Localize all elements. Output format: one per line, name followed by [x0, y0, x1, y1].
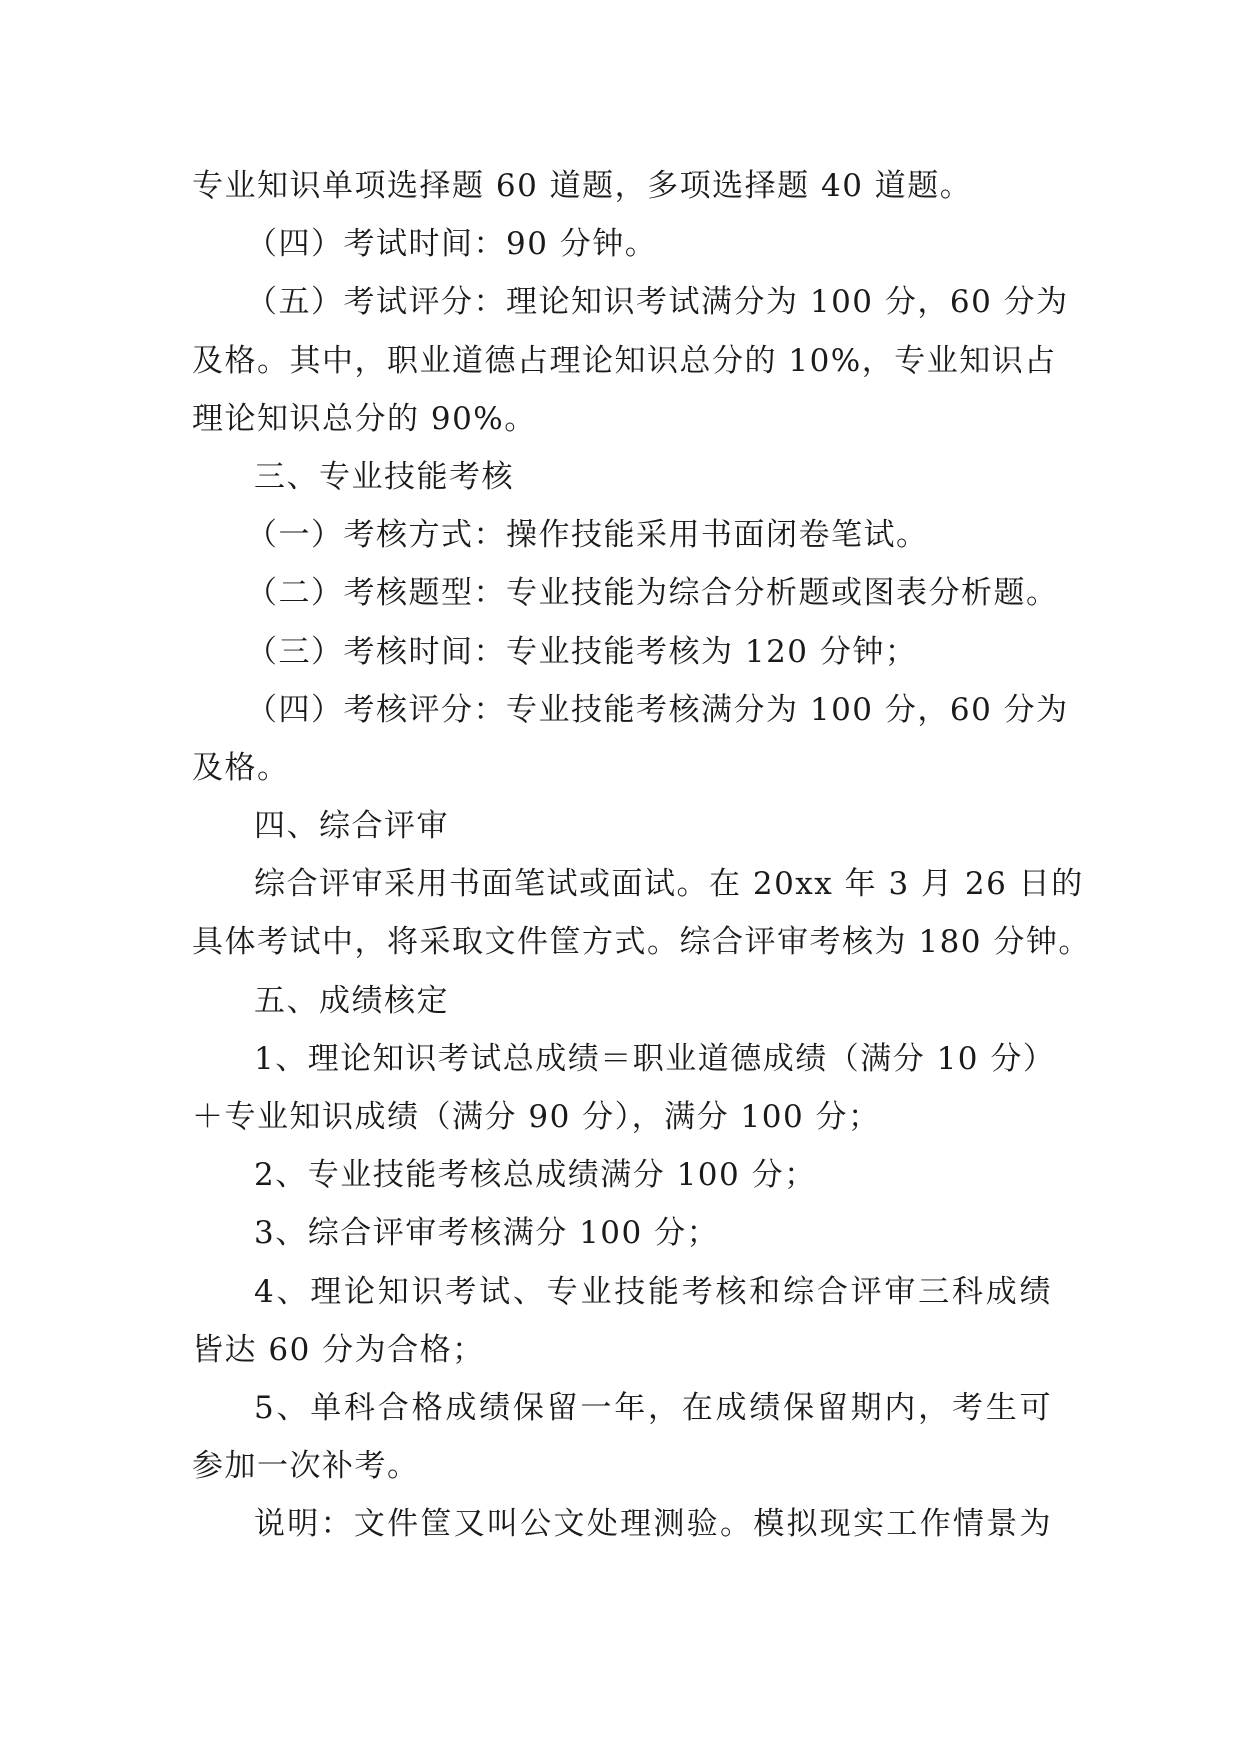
section-heading-grading: 五、成绩核定	[254, 982, 449, 1019]
list-item-2: 2、专业技能考核总成绩满分 100 分；	[254, 1157, 817, 1194]
section-item-assessment-time: （三）考核时间：专业技能考核为 120 分钟；	[246, 633, 918, 670]
paragraph-line: 参加一次补考。	[192, 1448, 420, 1485]
section-item-exam-time: （四）考试时间：90 分钟。	[246, 226, 658, 263]
paragraph-line: 及格。	[192, 749, 290, 786]
section-item-question-type: （二）考核题型：专业技能为综合分析题或图表分析题。	[246, 575, 1059, 612]
list-item-1: 1、理论知识考试总成绩＝职业道德成绩（满分 10 分）	[254, 1040, 1056, 1077]
section-item-exam-scoring: （五）考试评分：理论知识考试满分为 100 分，60 分为	[246, 284, 1069, 321]
list-item-3: 3、综合评审考核满分 100 分；	[254, 1215, 720, 1252]
paragraph-line: 综合评审采用书面笔试或面试。在 20xx 年 3 月 26 日的	[254, 866, 1084, 903]
section-item-assessment-method: （一）考核方式：操作技能采用书面闭卷笔试。	[246, 517, 929, 554]
paragraph-line: ＋专业知识成绩（满分 90 分），满分 100 分；	[192, 1099, 881, 1135]
paragraph-line: 理论知识总分的 90%。	[192, 400, 537, 437]
paragraph-line: 皆达 60 分为合格；	[192, 1331, 485, 1368]
paragraph-line: 具体考试中，将采取文件筐方式。综合评审考核为 180 分钟。	[192, 924, 1091, 961]
section-heading-skills: 三、专业技能考核	[254, 458, 514, 495]
paragraph-line: 及格。其中，职业道德占理论知识总分的 10%，专业知识占	[192, 342, 1057, 379]
paragraph-line: 专业知识单项选择题 60 道题，多项选择题 40 道题。	[192, 168, 973, 204]
section-heading-review: 四、综合评审	[254, 808, 449, 845]
document-body	[192, 157, 1091, 1554]
note-paragraph: 说明：文件筐又叫公文处理测验。模拟现实工作情景为	[254, 1506, 1052, 1543]
list-item-5: 5、单科合格成绩保留一年，在成绩保留期内，考生可	[254, 1389, 1052, 1426]
list-item-4: 4、理论知识考试、专业技能考核和综合评审三科成绩	[254, 1273, 1052, 1310]
section-item-assessment-scoring: （四）考核评分：专业技能考核满分为 100 分，60 分为	[246, 691, 1069, 728]
